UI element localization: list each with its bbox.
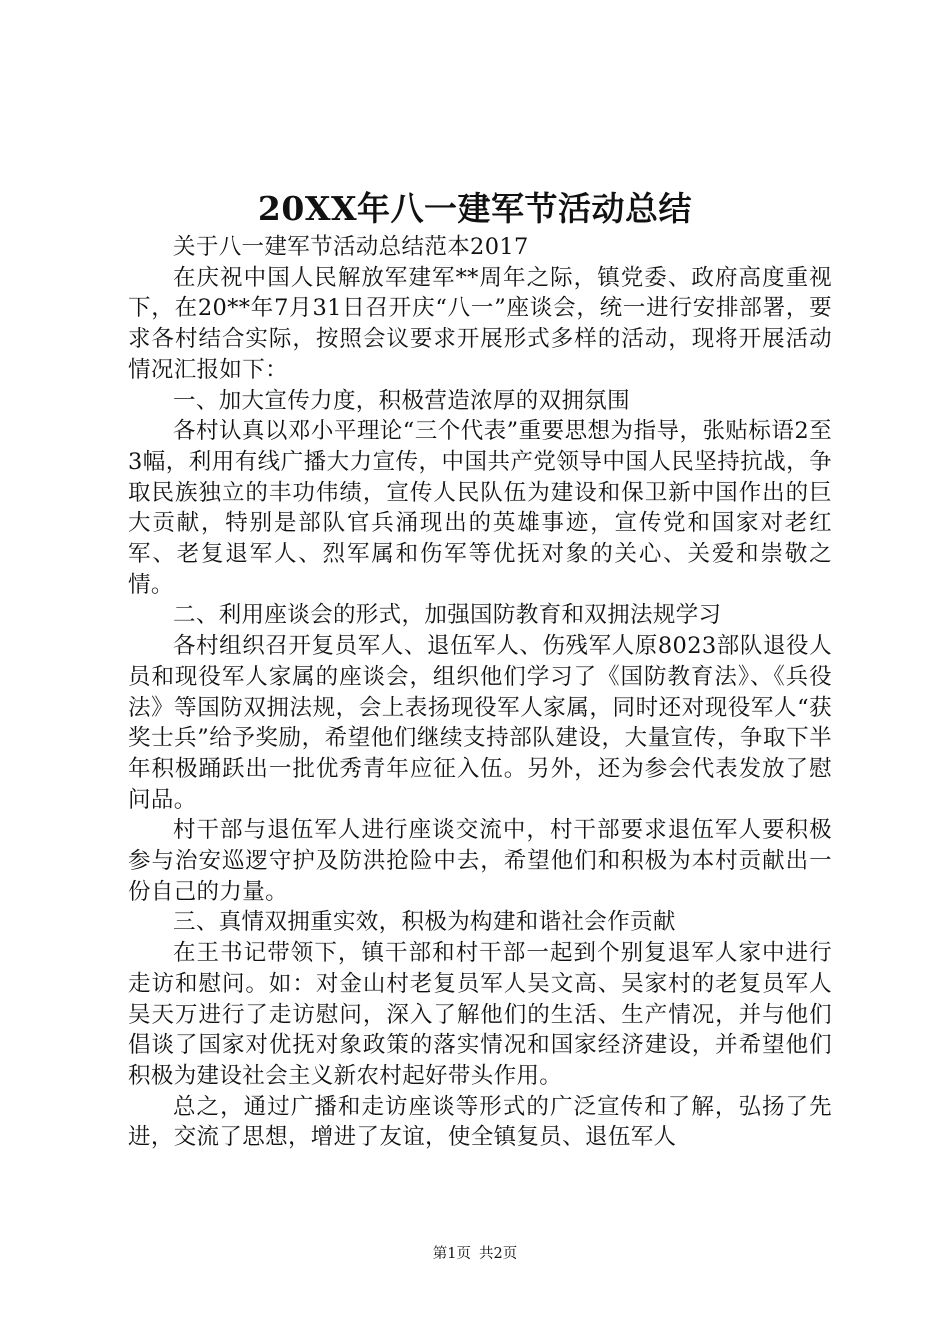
intro-paragraph: 在庆祝中国人民解放军建军**周年之际，镇党委、政府高度重视下，在20**年7月31日召开庆“八一”座谈会，统一进行安排部署，要求各村结合实际，按照会议要求开展形式多样的活动，现将开展活动情况汇报如下：	[128, 264, 832, 383]
page-number: 第1页	[432, 1246, 471, 1262]
page-total: 共2页	[479, 1246, 518, 1262]
body-paragraph: 各村认真以邓小平理论“三个代表”重要思想为指导，张贴标语2至3幅，利用有线广播大力宣传，中国共产党领导中国人民坚持抗战，争取民族独立的丰功伟绩，宣传人民队伍为建设和保卫新中国作出的巨大贡献，特别是部队官兵涌现出的英雄事迹，宣传党和国家对老红军、老复退军人、烈军属和伤军等优抚对象的关心、关爱和崇敬之情。	[128, 418, 832, 598]
subtitle-line: 关于八一建军节活动总结范本2017	[173, 234, 529, 260]
body-paragraph: 在王书记带领下，镇干部和村干部一起到个别复退军人家中进行走访和慰问。如：对金山村老复员军人吴文高、吴家村的老复员军人吴天万进行了走访慰问，深入了解他们的生活、生产情况，并与他们倡谈了国家对优抚对象政策的落实情况和国家经济建设，并希望他们积极为建设社会主义新农村起好带头作用。	[128, 940, 832, 1089]
section-heading-2: 二、利用座谈会的形式，加强国防教育和双拥法规学习	[173, 602, 722, 629]
section-heading-1: 一、加大宣传力度，积极营造浓厚的双拥氛围	[173, 387, 631, 414]
document-body	[128, 232, 832, 1153]
section-heading-3: 三、真情双拥重实效，积极为构建和谐社会作贡献	[173, 909, 676, 936]
body-paragraph: 村干部与退伍军人进行座谈交流中，村干部要求退伍军人要积极参与治安巡逻守护及防洪抢险中去，希望他们和积极为本村贡献出一份自己的力量。	[128, 817, 832, 905]
body-paragraph: 各村组织召开复员军人、退伍军人、伤残军人原8023部队退役人员和现役军人家属的座谈会，组织他们学习了《国防教育法》、《兵役法》等国防双拥法规，会上表扬现役军人家属，同时还对现役军人“获奖士兵”给予奖励，希望他们继续支持部队建设，大量宣传，争取下半年积极踊跃出一批优秀青年应征入伍。另外，还为参会代表发放了慰问品。	[128, 633, 832, 813]
body-paragraph: 总之，通过广播和走访座谈等形式的广泛宣传和了解，弘扬了先进，交流了思想，增进了友谊，使全镇复员、退伍军人	[128, 1093, 832, 1151]
page-footer	[0, 1244, 950, 1264]
document-title: 20XX年八一建军节活动总结	[257, 189, 693, 228]
